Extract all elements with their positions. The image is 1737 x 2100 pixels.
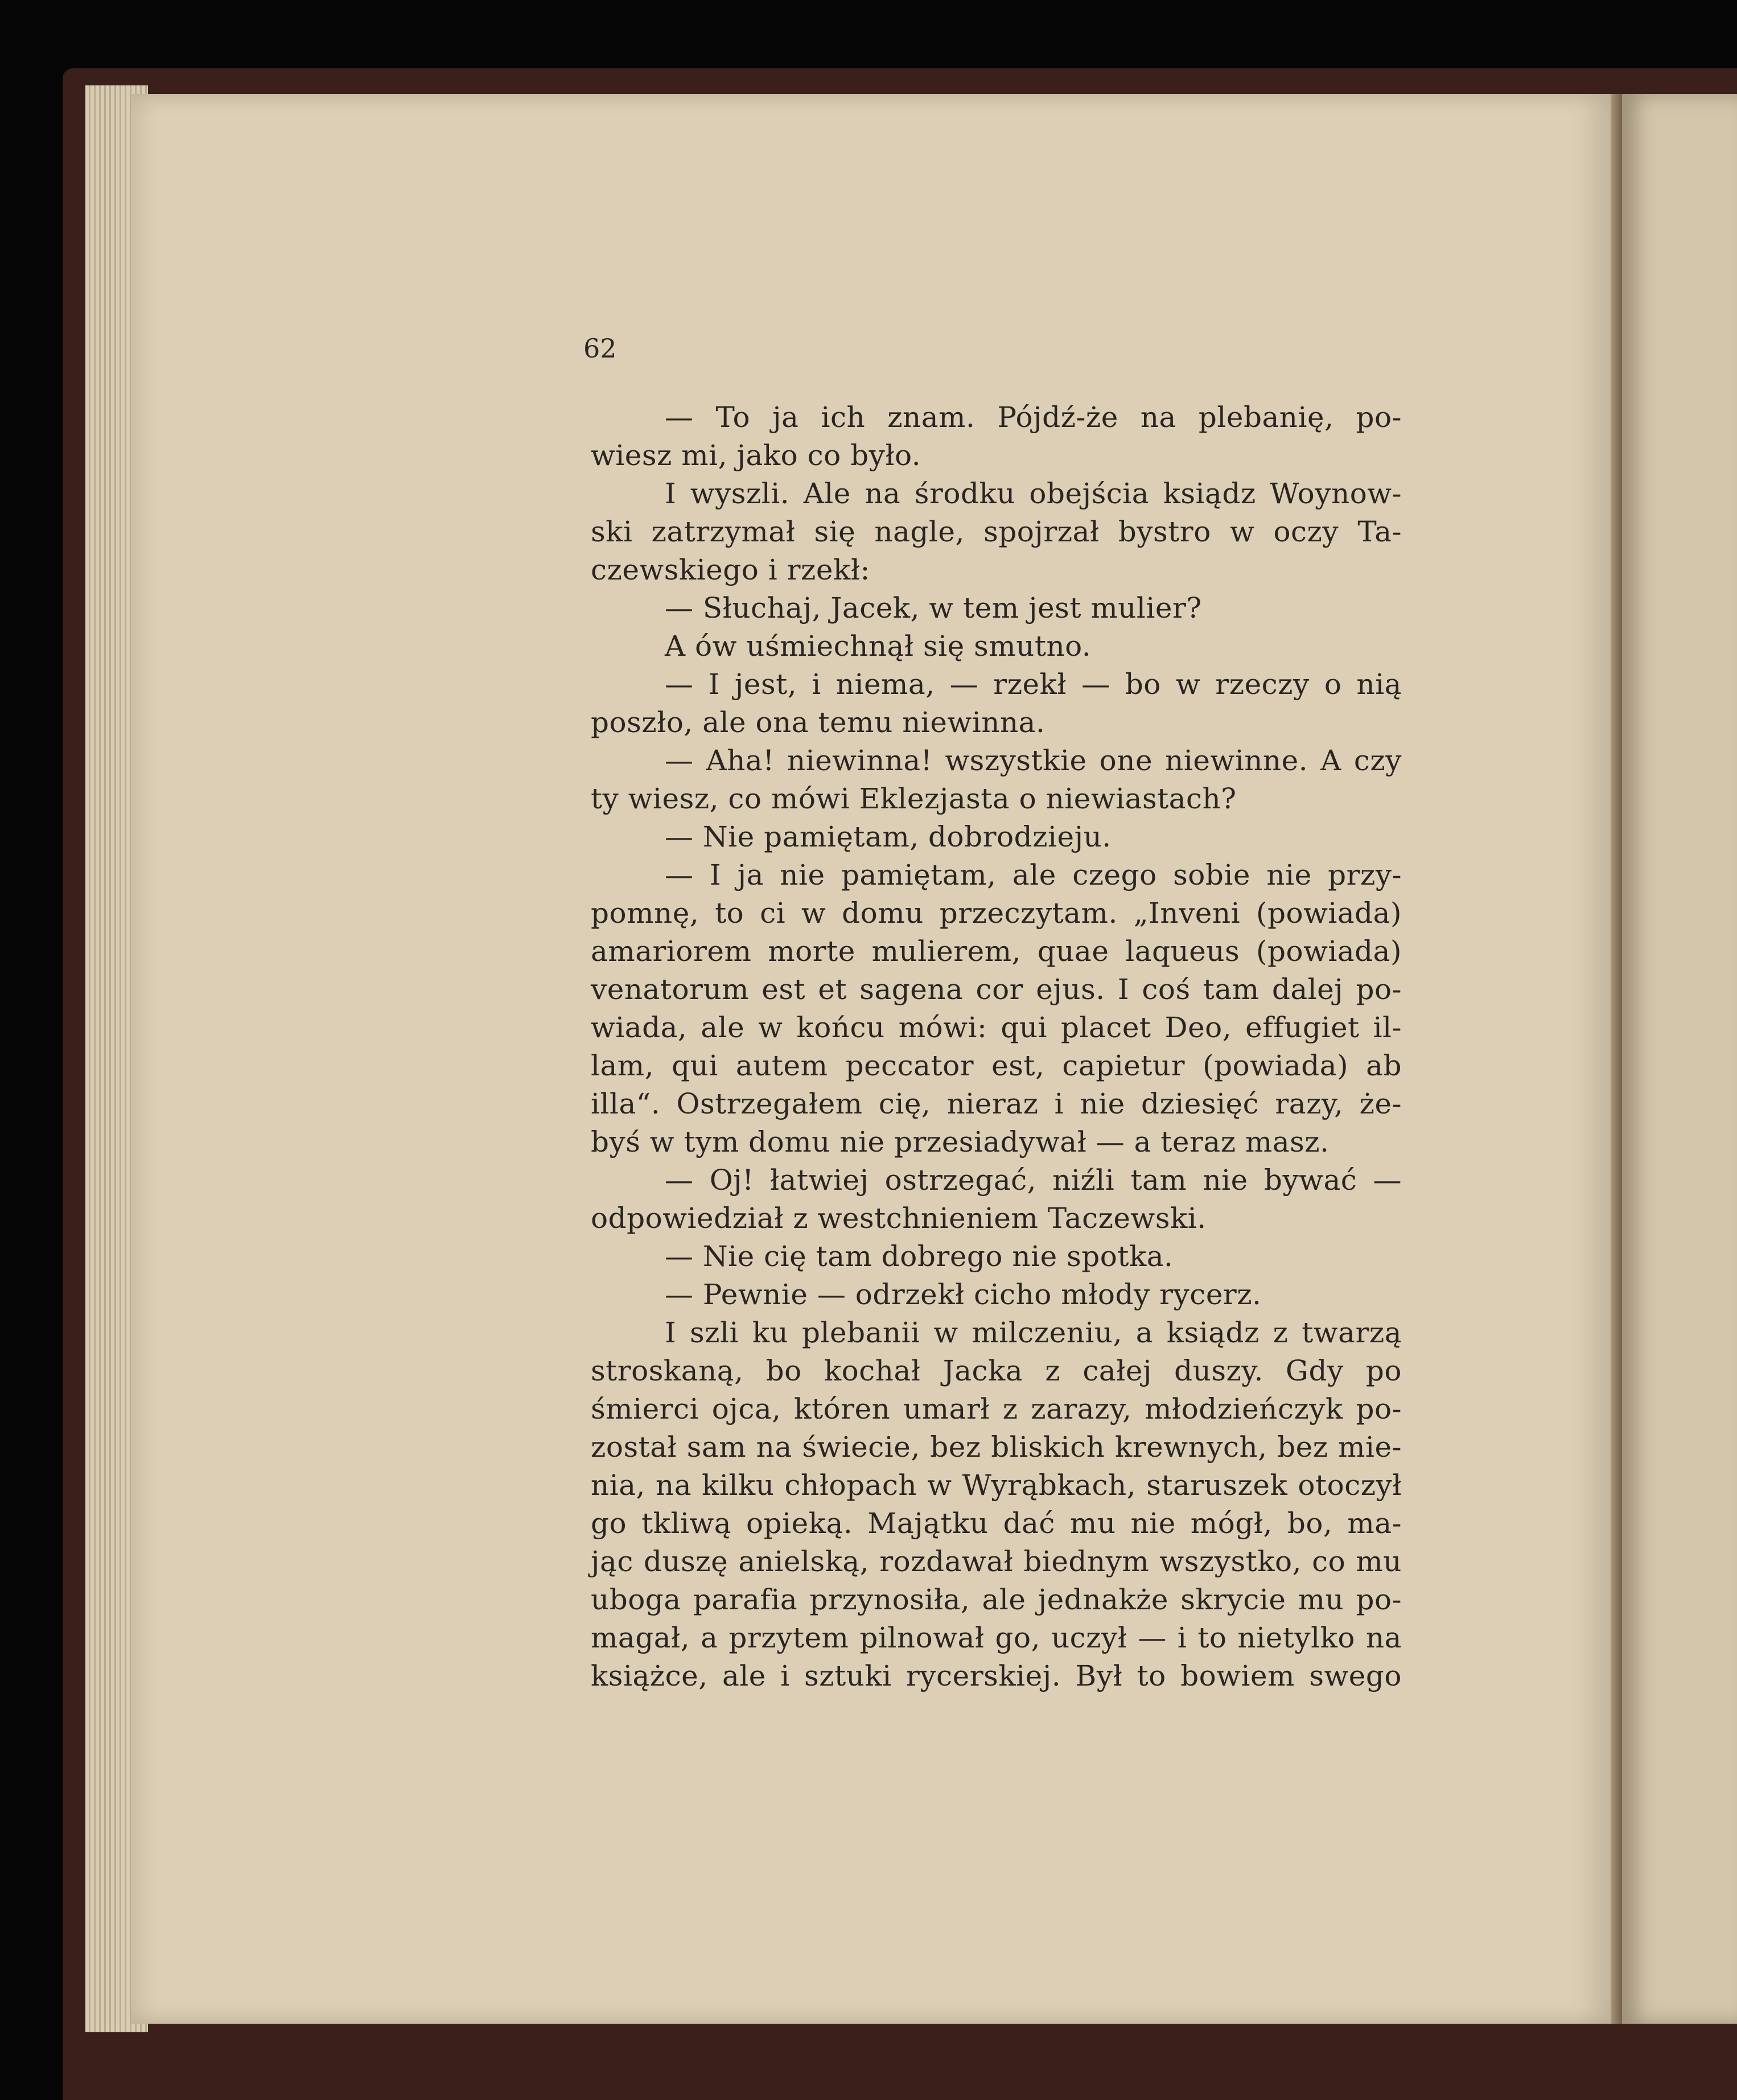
text-line: — Nie pamiętam, dobrodzieju. bbox=[665, 820, 1112, 853]
text-line: — I jest, i niema, — rzekł — bo w rzeczy o nią bbox=[665, 668, 1402, 701]
text-line: został sam na świecie, bez bliskich krewnych, bez mie- bbox=[591, 1431, 1402, 1464]
text-line: pomnę, to ci w domu przeczytam. „Inveni (powiada) bbox=[591, 897, 1402, 930]
text-line: wiesz mi, jako co było. bbox=[591, 439, 921, 472]
text-line: książce, ale i sztuki rycerskiej. Był to bowiem swego bbox=[591, 1659, 1402, 1692]
text-line: wiada, ale w końcu mówi: qui placet Deo, effugiet il- bbox=[591, 1011, 1402, 1044]
text-line: go tkliwą opieką. Majątku dać mu nie mógł, bo, ma- bbox=[591, 1507, 1402, 1540]
text-line: lam, qui autem peccator est, capietur (powiada) ab bbox=[591, 1049, 1402, 1082]
text-line: venatorum est et sagena cor ejus. I coś tam dalej po- bbox=[591, 973, 1402, 1006]
text-line: — Słuchaj, Jacek, w tem jest mulier? bbox=[665, 591, 1202, 624]
text-line: poszło, ale ona temu niewinna. bbox=[591, 706, 1046, 739]
text-line: uboga parafia przynosiła, ale jednakże skrycie mu po- bbox=[591, 1583, 1402, 1616]
text-line: ski zatrzymał się nagle, spojrzał bystro w oczy Ta- bbox=[591, 515, 1402, 548]
page-number: 62 bbox=[583, 333, 617, 364]
text-line: amariorem morte mulierem, quae laqueus (powiada) bbox=[591, 935, 1402, 968]
text-line: nia, na kilku chłopach w Wyrąbkach, staruszek otoczył bbox=[591, 1469, 1402, 1502]
text-line: — Pewnie — odrzekł cicho młody rycerz. bbox=[665, 1278, 1262, 1311]
text-line: — I ja nie pamiętam, ale czego sobie nie przy- bbox=[665, 858, 1402, 891]
text-line: A ów uśmiechnął się smutno. bbox=[665, 630, 1092, 663]
text-line: — To ja ich znam. Pójdź-że na plebanię, po- bbox=[665, 401, 1402, 434]
text-line: czewskiego i rzekł: bbox=[591, 553, 870, 586]
text-line: illa“. Ostrzegałem cię, nieraz i nie dziesięć razy, że- bbox=[591, 1087, 1402, 1120]
body-text bbox=[591, 398, 1402, 1695]
text-line: stroskaną, bo kochał Jacka z całej duszy. Gdy po bbox=[591, 1354, 1402, 1387]
text-line: magał, a przytem pilnował go, uczył — i to nietylko na bbox=[591, 1621, 1402, 1654]
text-line: — Oj! łatwiej ostrzegać, niźli tam nie bywać — bbox=[665, 1164, 1402, 1197]
text-line: jąc duszę anielską, rozdawał biednym wszystko, co mu bbox=[591, 1545, 1402, 1578]
text-line: śmierci ojca, któren umarł z zarazy, młodzieńczyk po- bbox=[591, 1392, 1402, 1425]
text-line: — Nie cię tam dobrego nie spotka. bbox=[665, 1240, 1174, 1273]
text-line: I szli ku plebanii w milczeniu, a ksiądz z twarzą bbox=[665, 1316, 1402, 1349]
book-gutter bbox=[1611, 94, 1623, 2024]
facing-page-edge bbox=[1622, 94, 1737, 2024]
text-line: byś w tym domu nie przesiadywał — a teraz masz. bbox=[591, 1125, 1329, 1158]
text-line: ty wiesz, co mówi Eklezjasta o niewiastach? bbox=[591, 782, 1237, 815]
text-line: — Aha! niewinna! wszystkie one niewinne. A czy bbox=[665, 744, 1402, 777]
text-line: I wyszli. Ale na środku obejścia ksiądz Woynow- bbox=[665, 477, 1402, 510]
text-line: odpowiedział z westchnieniem Taczewski. bbox=[591, 1202, 1207, 1235]
